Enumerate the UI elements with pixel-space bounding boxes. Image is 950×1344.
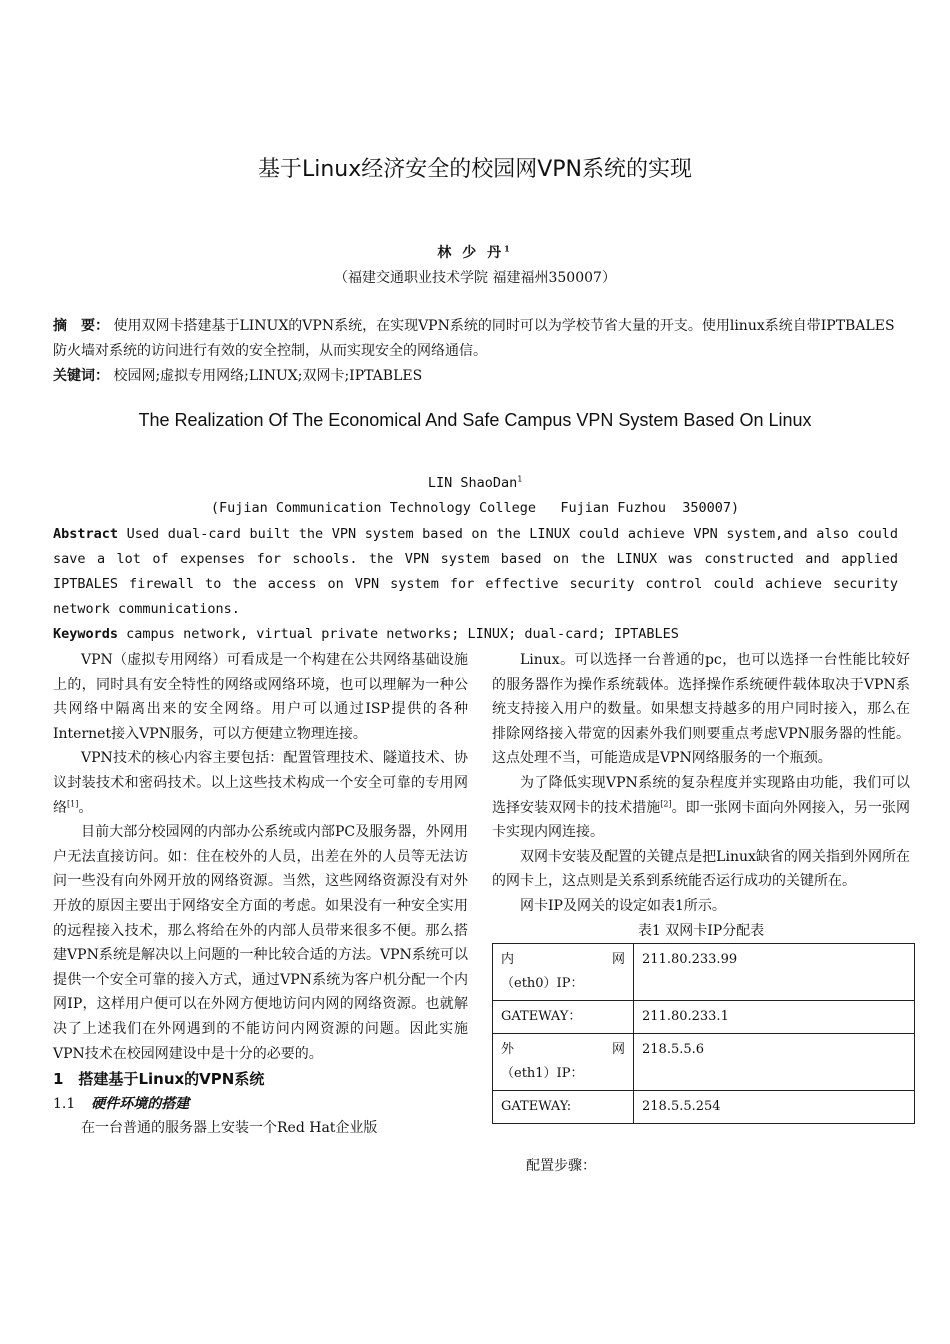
abstract-cn-label: 摘 要： [53,318,109,334]
left-column [53,648,468,1141]
author-cn-sup: 1 [504,243,513,254]
author-en-sup: 1 [517,474,523,484]
table-cell-value: 211.80.233.1 [634,1001,915,1034]
keywords-en-text: campus network, virtual private networks; LINUX; dual-card; IPTABLES [126,626,679,642]
left-paragraph-4: 在一台普通的服务器上安装一个Red Hat企业版 [81,1120,378,1137]
abstract-cn-text: 使用双网卡搭建基于LINUX的VPN系统，在实现VPN系统的同时可以为学校节省大量的开支。使用linux系统自带IPTBALES防火墙对系统的访问进行有效的安全控制，从而实现安全的网络通信。 [53,318,895,359]
config-steps-label: 配置步骤： [526,1158,596,1175]
table-cell-label: GATEWAY: [493,1091,634,1124]
left-paragraph-3: 目前大部分校园网的内部办公系统或内部PC及服务器，外网用户无法直接访问。如：住在校外的人员，出差在外的人员等无法访问一些没有向外网开放的网络资源。当然，这些网络资源没有对外开放的原因主要出于网络安全方面的考虑。如果没有一种安全实用的远程接入技术，那么将给在外的内部人员带来很多不便。那么搭建VPN系统是解决以上问题的一种比较合适的方法。VPN系统可以提供一个安全可靠的接入方式，通过VPN系统为客户机分配一个内网IP，这样用户便可以在外网方便地访问内网的网络资源。也就解决了上述我们在外网遇到的不能访问内网资源的问题。因此实施VPN技术在校园网建设中是十分的必要的。 [53,824,468,1062]
keywords-cn [53,364,898,389]
subsection-heading-1-1 [53,1092,468,1116]
right-paragraph-2 [492,771,910,845]
left-paragraph-2-end: 。 [78,799,93,816]
table-row [493,1091,915,1124]
table-cell-label: GATEWAY： [493,1001,634,1034]
cell-text: 网 [611,952,625,968]
abstract-en [53,522,898,622]
right-paragraph-4: 网卡IP及网关的设定如表1所示。 [520,897,726,914]
table-row [493,1034,915,1091]
right-paragraph-2-text: 为了降低实现VPN系统的复杂程度并实现路由功能，我们可以选择安装双网卡的技术措施 [492,774,910,816]
keywords-en-label: Keywords [53,626,119,642]
table-cell-value: 218.5.5.6 [634,1034,915,1091]
paper-title-en: The Realization Of The Economical And Safe Campus VPN System Based On Linux [138,410,812,430]
left-paragraph-2-text: VPN技术的核心内容主要包括：配置管理技术、隧道技术、协议封装技术和密码技术。以上这些技术构成一个安全可靠的专用网络 [53,750,468,816]
left-paragraph-1: VPN（虚拟专用网络）可看成是一个构建在公共网络基础设施上的，同时具有安全特性的网络或网络环境，也可以理解为一种公共网络中隔离出来的安全网络。用户可以通过ISP提供的各种Internet接入VPN服务，可以方便建立物理连接。 [53,652,468,742]
abstract-cn [53,314,898,364]
right-paragraph-1: Linux。可以选择一台普通的pc，也可以选择一台性能比较好的服务器作为操作系统载体。选择操作系统硬件载体取决于VPN系统支持接入用户的数量。如果想支持越多的用户同时接入，那么在排除网络接入带宽的因素外我们则要重点考虑VPN服务器的性能。这点处理不当，可能造成是VPN网络服务的一个瓶颈。 [492,652,910,767]
keywords-cn-label: 关键词： [53,368,109,384]
left-paragraph-2 [53,746,468,820]
citation-1: [1] [67,798,79,808]
abstract-en-text: Used dual-card built the VPN system based on the LINUX could achieve VPN system,and also could save a lot of expenses for schools. the VPN system based on the LINUX was constructed and applied IPTBALES firewall to the access on VPN system for effective security control could achieve security network communications. [53,526,898,617]
citation-2: [2] [660,798,672,808]
ip-table [492,943,915,1124]
cell-text: 网 [611,1042,625,1058]
section-heading-1: 1 搭建基于Linux的VPN系统 [53,1070,265,1089]
subsection-number: 1.1 [53,1096,76,1113]
affiliation-en: (Fujian Communication Technology College Fujian Fuzhou 350007) [210,500,740,516]
keywords-cn-text: 校园网;虚拟专用网络;LINUX;双网卡;IPTABLES [113,368,423,384]
cell-text: 外 [501,1042,515,1058]
right-paragraph-2-end: 。即一张网卡面向外网接入，另一张网卡实现内网连接。 [492,799,911,841]
table-cell-value: 218.5.5.254 [634,1091,915,1124]
table-cell-label [493,944,634,1001]
cell-text: 内 [501,952,515,968]
table-cell-label [493,1034,634,1091]
table-caption: 表1 双网卡IP分配表 [637,922,765,939]
subsection-title: 硬件环境的搭建 [91,1096,190,1113]
keywords-en [53,622,898,647]
author-cn [0,242,950,262]
cell-text: （eth1）IP： [501,1066,584,1082]
author-en [0,475,950,491]
table-row [493,944,915,1001]
author-cn-name: 林 少 丹 [437,245,505,261]
right-paragraph-3: 双网卡安装及配置的关键点是把Linux缺省的网关指到外网所在的网卡上，这点则是关系到系统能否运行成功的关键所在。 [492,848,910,890]
cell-text: （eth0）IP： [501,976,584,992]
right-column [492,648,910,1179]
abstract-en-label: Abstract [53,526,119,542]
table-cell-value: 211.80.233.99 [634,944,915,1001]
table-row [493,1001,915,1034]
affiliation-cn: （福建交通职业技术学院 福建福州350007） [334,270,616,286]
author-en-name: LIN ShaoDan [427,475,518,491]
paper-title: 基于Linux经济安全的校园网VPN系统的实现 [257,157,693,182]
